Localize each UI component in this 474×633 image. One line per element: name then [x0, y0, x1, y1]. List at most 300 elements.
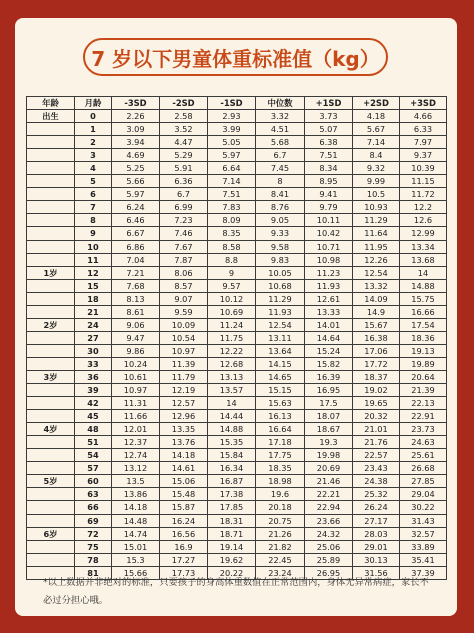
value-cell: 6.64	[208, 162, 256, 175]
value-cell: 17.27	[160, 553, 208, 566]
footnote: *以上数据并非绝对的标准，只要孩子的身高体重数值在正常范围内，身体无异常病症，家长不必过分担心哦。	[43, 577, 429, 606]
value-cell: 9.07	[160, 292, 208, 305]
value-cell: 35.41	[400, 553, 447, 566]
value-cell: 13.86	[112, 488, 160, 501]
header-month: 月龄	[75, 97, 112, 110]
value-cell: 13.13	[208, 370, 256, 383]
value-cell: 7.14	[208, 175, 256, 188]
month-cell: 9	[75, 227, 112, 240]
month-cell: 39	[75, 384, 112, 397]
month-cell: 1	[75, 123, 112, 136]
month-cell: 75	[75, 540, 112, 553]
value-cell: 20.75	[256, 514, 305, 527]
value-cell: 11.75	[208, 331, 256, 344]
value-cell: 2.93	[208, 110, 256, 123]
table-row	[27, 266, 447, 279]
table-row	[27, 462, 447, 475]
table-row	[27, 344, 447, 357]
value-cell: 8.61	[112, 305, 160, 318]
table-row	[27, 318, 447, 331]
value-cell: 3.52	[160, 123, 208, 136]
value-cell: 7.87	[160, 253, 208, 266]
value-cell: 24.32	[305, 527, 353, 540]
value-cell: 21.46	[305, 475, 353, 488]
value-cell: 13.5	[112, 475, 160, 488]
month-cell: 7	[75, 201, 112, 214]
table-row	[27, 514, 447, 527]
value-cell: 7.83	[208, 201, 256, 214]
value-cell: 10.68	[256, 279, 305, 292]
value-cell: 27.17	[353, 514, 400, 527]
month-cell: 3	[75, 149, 112, 162]
month-cell: 72	[75, 527, 112, 540]
age-cell	[27, 188, 75, 201]
value-cell: 9.86	[112, 344, 160, 357]
value-cell: 2.58	[160, 110, 208, 123]
month-cell: 45	[75, 410, 112, 423]
value-cell: 7.51	[208, 188, 256, 201]
value-cell: 4.18	[353, 110, 400, 123]
value-cell: 8.76	[256, 201, 305, 214]
value-cell: 31.56	[353, 566, 400, 579]
table-body	[27, 110, 447, 580]
value-cell: 37.39	[400, 566, 447, 579]
value-cell: 13.68	[400, 253, 447, 266]
month-cell: 69	[75, 514, 112, 527]
value-cell: 12.26	[353, 253, 400, 266]
value-cell: 13.33	[305, 305, 353, 318]
month-cell: 51	[75, 436, 112, 449]
value-cell: 12.2	[400, 201, 447, 214]
value-cell: 19.62	[208, 553, 256, 566]
value-cell: 21.01	[353, 423, 400, 436]
value-cell: 15.24	[305, 344, 353, 357]
table-row	[27, 331, 447, 344]
value-cell: 14.88	[208, 423, 256, 436]
value-cell: 16.87	[208, 475, 256, 488]
value-cell: 17.85	[208, 501, 256, 514]
value-cell: 4.51	[256, 123, 305, 136]
value-cell: 8.34	[305, 162, 353, 175]
value-cell: 25.61	[400, 449, 447, 462]
value-cell: 10.97	[112, 384, 160, 397]
value-cell: 27.85	[400, 475, 447, 488]
table-row	[27, 410, 447, 423]
value-cell: 8.09	[208, 214, 256, 227]
month-cell: 2	[75, 136, 112, 149]
value-cell: 22.94	[305, 501, 353, 514]
age-cell	[27, 501, 75, 514]
month-cell: 66	[75, 501, 112, 514]
content-card	[15, 18, 457, 616]
value-cell: 11.95	[353, 240, 400, 253]
value-cell: 5.29	[160, 149, 208, 162]
table-row	[27, 188, 447, 201]
value-cell: 18.67	[305, 423, 353, 436]
age-cell: 4岁	[27, 423, 75, 436]
value-cell: 21.39	[400, 384, 447, 397]
value-cell: 8	[256, 175, 305, 188]
table-row	[27, 240, 447, 253]
value-cell: 14.18	[160, 449, 208, 462]
table-row	[27, 279, 447, 292]
value-cell: 19.02	[353, 384, 400, 397]
value-cell: 13.35	[160, 423, 208, 436]
month-cell: 12	[75, 266, 112, 279]
value-cell: 9.32	[353, 162, 400, 175]
value-cell: 5.67	[353, 123, 400, 136]
month-cell: 36	[75, 370, 112, 383]
page-title: 7 岁以下男童体重标准值（kg）	[83, 38, 388, 76]
value-cell: 5.68	[256, 136, 305, 149]
value-cell: 14.18	[112, 501, 160, 514]
value-cell: 11.15	[400, 175, 447, 188]
value-cell: 16.56	[160, 527, 208, 540]
age-cell	[27, 227, 75, 240]
value-cell: 12.54	[353, 266, 400, 279]
value-cell: 12.61	[305, 292, 353, 305]
age-cell	[27, 175, 75, 188]
age-cell	[27, 149, 75, 162]
value-cell: 5.97	[208, 149, 256, 162]
age-cell	[27, 162, 75, 175]
value-cell: 6.7	[256, 149, 305, 162]
table-row	[27, 305, 447, 318]
value-cell: 15.15	[256, 384, 305, 397]
table-row	[27, 488, 447, 501]
value-cell: 16.34	[208, 462, 256, 475]
value-cell: 16.39	[305, 370, 353, 383]
value-cell: 15.87	[160, 501, 208, 514]
age-cell	[27, 331, 75, 344]
value-cell: 18.98	[256, 475, 305, 488]
value-cell: 5.07	[305, 123, 353, 136]
value-cell: 28.03	[353, 527, 400, 540]
age-cell	[27, 410, 75, 423]
value-cell: 5.25	[112, 162, 160, 175]
value-cell: 25.89	[305, 553, 353, 566]
value-cell: 4.69	[112, 149, 160, 162]
value-cell: 9.57	[208, 279, 256, 292]
value-cell: 6.33	[400, 123, 447, 136]
value-cell: 16.24	[160, 514, 208, 527]
value-cell: 17.75	[256, 449, 305, 462]
age-cell	[27, 449, 75, 462]
value-cell: 9.59	[160, 305, 208, 318]
value-cell: 15.63	[256, 397, 305, 410]
value-cell: 14.74	[112, 527, 160, 540]
age-cell	[27, 136, 75, 149]
value-cell: 14.15	[256, 357, 305, 370]
value-cell: 14.9	[353, 305, 400, 318]
value-cell: 20.18	[256, 501, 305, 514]
value-cell: 11.39	[160, 357, 208, 370]
value-cell: 10.69	[208, 305, 256, 318]
value-cell: 22.91	[400, 410, 447, 423]
value-cell: 17.38	[208, 488, 256, 501]
header-minus1sd: -1SD	[208, 97, 256, 110]
header-age: 年龄	[27, 97, 75, 110]
value-cell: 11.29	[353, 214, 400, 227]
month-cell: 48	[75, 423, 112, 436]
value-cell: 16.38	[353, 331, 400, 344]
value-cell: 8.41	[256, 188, 305, 201]
age-cell	[27, 292, 75, 305]
value-cell: 10.61	[112, 370, 160, 383]
value-cell: 4.47	[160, 136, 208, 149]
value-cell: 11.31	[112, 397, 160, 410]
age-cell	[27, 384, 75, 397]
value-cell: 9	[208, 266, 256, 279]
value-cell: 24.38	[353, 475, 400, 488]
value-cell: 9.58	[256, 240, 305, 253]
value-cell: 19.6	[256, 488, 305, 501]
age-cell	[27, 201, 75, 214]
month-cell: 54	[75, 449, 112, 462]
value-cell: 12.6	[400, 214, 447, 227]
value-cell: 13.76	[160, 436, 208, 449]
value-cell: 16.9	[160, 540, 208, 553]
value-cell: 6.46	[112, 214, 160, 227]
value-cell: 32.57	[400, 527, 447, 540]
value-cell: 15.75	[400, 292, 447, 305]
month-cell: 21	[75, 305, 112, 318]
value-cell: 26.95	[305, 566, 353, 579]
table-row	[27, 436, 447, 449]
value-cell: 9.99	[353, 175, 400, 188]
value-cell: 7.68	[112, 279, 160, 292]
value-cell: 12.19	[160, 384, 208, 397]
month-cell: 5	[75, 175, 112, 188]
value-cell: 18.31	[208, 514, 256, 527]
value-cell: 8.35	[208, 227, 256, 240]
value-cell: 10.71	[305, 240, 353, 253]
value-cell: 16.95	[305, 384, 353, 397]
value-cell: 18.35	[256, 462, 305, 475]
value-cell: 26.68	[400, 462, 447, 475]
value-cell: 2.26	[112, 110, 160, 123]
value-cell: 17.5	[305, 397, 353, 410]
age-cell	[27, 344, 75, 357]
age-cell: 6岁	[27, 527, 75, 540]
month-cell: 57	[75, 462, 112, 475]
value-cell: 7.67	[160, 240, 208, 253]
value-cell: 17.18	[256, 436, 305, 449]
value-cell: 12.22	[208, 344, 256, 357]
value-cell: 9.37	[400, 149, 447, 162]
value-cell: 14.88	[400, 279, 447, 292]
table-row	[27, 370, 447, 383]
value-cell: 23.66	[305, 514, 353, 527]
value-cell: 6.38	[305, 136, 353, 149]
value-cell: 12.96	[160, 410, 208, 423]
value-cell: 11.72	[400, 188, 447, 201]
value-cell: 11.23	[305, 266, 353, 279]
month-cell: 8	[75, 214, 112, 227]
value-cell: 16.66	[400, 305, 447, 318]
value-cell: 14	[400, 266, 447, 279]
value-cell: 21.82	[256, 540, 305, 553]
value-cell: 15.67	[353, 318, 400, 331]
value-cell: 22.57	[353, 449, 400, 462]
age-cell	[27, 436, 75, 449]
table-row	[27, 553, 447, 566]
table-row	[27, 214, 447, 227]
value-cell: 16.64	[256, 423, 305, 436]
value-cell: 5.05	[208, 136, 256, 149]
value-cell: 6.67	[112, 227, 160, 240]
value-cell: 7.45	[256, 162, 305, 175]
value-cell: 26.24	[353, 501, 400, 514]
month-cell: 42	[75, 397, 112, 410]
value-cell: 11.93	[305, 279, 353, 292]
value-cell: 3.09	[112, 123, 160, 136]
value-cell: 14.65	[256, 370, 305, 383]
value-cell: 12.68	[208, 357, 256, 370]
table-row	[27, 501, 447, 514]
value-cell: 8.4	[353, 149, 400, 162]
value-cell: 3.94	[112, 136, 160, 149]
age-cell: 2岁	[27, 318, 75, 331]
value-cell: 13.12	[112, 462, 160, 475]
month-cell: 78	[75, 553, 112, 566]
table-row	[27, 449, 447, 462]
value-cell: 6.36	[160, 175, 208, 188]
age-cell	[27, 305, 75, 318]
value-cell: 22.13	[400, 397, 447, 410]
value-cell: 3.99	[208, 123, 256, 136]
value-cell: 22.45	[256, 553, 305, 566]
value-cell: 7.46	[160, 227, 208, 240]
table-row	[27, 136, 447, 149]
table-row	[27, 357, 447, 370]
age-cell	[27, 397, 75, 410]
value-cell: 14.61	[160, 462, 208, 475]
table-row	[27, 162, 447, 175]
value-cell: 10.11	[305, 214, 353, 227]
value-cell: 15.48	[160, 488, 208, 501]
value-cell: 8.57	[160, 279, 208, 292]
table-row	[27, 423, 447, 436]
value-cell: 5.97	[112, 188, 160, 201]
month-cell: 30	[75, 344, 112, 357]
value-cell: 15.35	[208, 436, 256, 449]
value-cell: 23.24	[256, 566, 305, 579]
month-cell: 4	[75, 162, 112, 175]
value-cell: 29.04	[400, 488, 447, 501]
value-cell: 30.13	[353, 553, 400, 566]
value-cell: 21.26	[256, 527, 305, 540]
value-cell: 11.64	[353, 227, 400, 240]
value-cell: 10.98	[305, 253, 353, 266]
value-cell: 3.32	[256, 110, 305, 123]
value-cell: 7.97	[400, 136, 447, 149]
value-cell: 18.07	[305, 410, 353, 423]
header-minus3sd: -3SD	[112, 97, 160, 110]
value-cell: 12.54	[256, 318, 305, 331]
value-cell: 14.64	[305, 331, 353, 344]
value-cell: 19.98	[305, 449, 353, 462]
value-cell: 11.29	[256, 292, 305, 305]
value-cell: 3.73	[305, 110, 353, 123]
age-cell	[27, 488, 75, 501]
value-cell: 10.24	[112, 357, 160, 370]
table-row	[27, 475, 447, 488]
value-cell: 13.32	[353, 279, 400, 292]
value-cell: 21.76	[353, 436, 400, 449]
value-cell: 12.01	[112, 423, 160, 436]
header-median: 中位数	[256, 97, 305, 110]
value-cell: 10.97	[160, 344, 208, 357]
value-cell: 4.66	[400, 110, 447, 123]
value-cell: 18.36	[400, 331, 447, 344]
value-cell: 10.42	[305, 227, 353, 240]
month-cell: 6	[75, 188, 112, 201]
month-cell: 63	[75, 488, 112, 501]
value-cell: 18.37	[353, 370, 400, 383]
month-cell: 0	[75, 110, 112, 123]
value-cell: 19.14	[208, 540, 256, 553]
value-cell: 14.48	[112, 514, 160, 527]
value-cell: 25.06	[305, 540, 353, 553]
month-cell: 60	[75, 475, 112, 488]
value-cell: 9.47	[112, 331, 160, 344]
value-cell: 17.73	[160, 566, 208, 579]
value-cell: 15.66	[112, 566, 160, 579]
value-cell: 9.79	[305, 201, 353, 214]
value-cell: 11.24	[208, 318, 256, 331]
header-minus2sd: -2SD	[160, 97, 208, 110]
value-cell: 29.01	[353, 540, 400, 553]
value-cell: 11.93	[256, 305, 305, 318]
age-cell: 1岁	[27, 266, 75, 279]
weight-standard-table	[26, 96, 447, 580]
value-cell: 23.43	[353, 462, 400, 475]
value-cell: 12.57	[160, 397, 208, 410]
value-cell: 9.83	[256, 253, 305, 266]
value-cell: 13.64	[256, 344, 305, 357]
value-cell: 15.01	[112, 540, 160, 553]
value-cell: 17.06	[353, 344, 400, 357]
value-cell: 10.05	[256, 266, 305, 279]
value-cell: 9.41	[305, 188, 353, 201]
month-cell: 24	[75, 318, 112, 331]
value-cell: 10.12	[208, 292, 256, 305]
table-row	[27, 527, 447, 540]
value-cell: 15.3	[112, 553, 160, 566]
value-cell: 8.06	[160, 266, 208, 279]
value-cell: 6.7	[160, 188, 208, 201]
value-cell: 20.22	[208, 566, 256, 579]
value-cell: 7.21	[112, 266, 160, 279]
value-cell: 15.82	[305, 357, 353, 370]
value-cell: 14.09	[353, 292, 400, 305]
value-cell: 24.63	[400, 436, 447, 449]
value-cell: 15.84	[208, 449, 256, 462]
value-cell: 20.32	[353, 410, 400, 423]
value-cell: 5.91	[160, 162, 208, 175]
value-cell: 19.89	[400, 357, 447, 370]
value-cell: 11.66	[112, 410, 160, 423]
value-cell: 8.13	[112, 292, 160, 305]
header-plus1sd: +1SD	[305, 97, 353, 110]
value-cell: 18.71	[208, 527, 256, 540]
value-cell: 5.66	[112, 175, 160, 188]
month-cell: 33	[75, 357, 112, 370]
age-cell	[27, 514, 75, 527]
table-row	[27, 110, 447, 123]
value-cell: 6.99	[160, 201, 208, 214]
